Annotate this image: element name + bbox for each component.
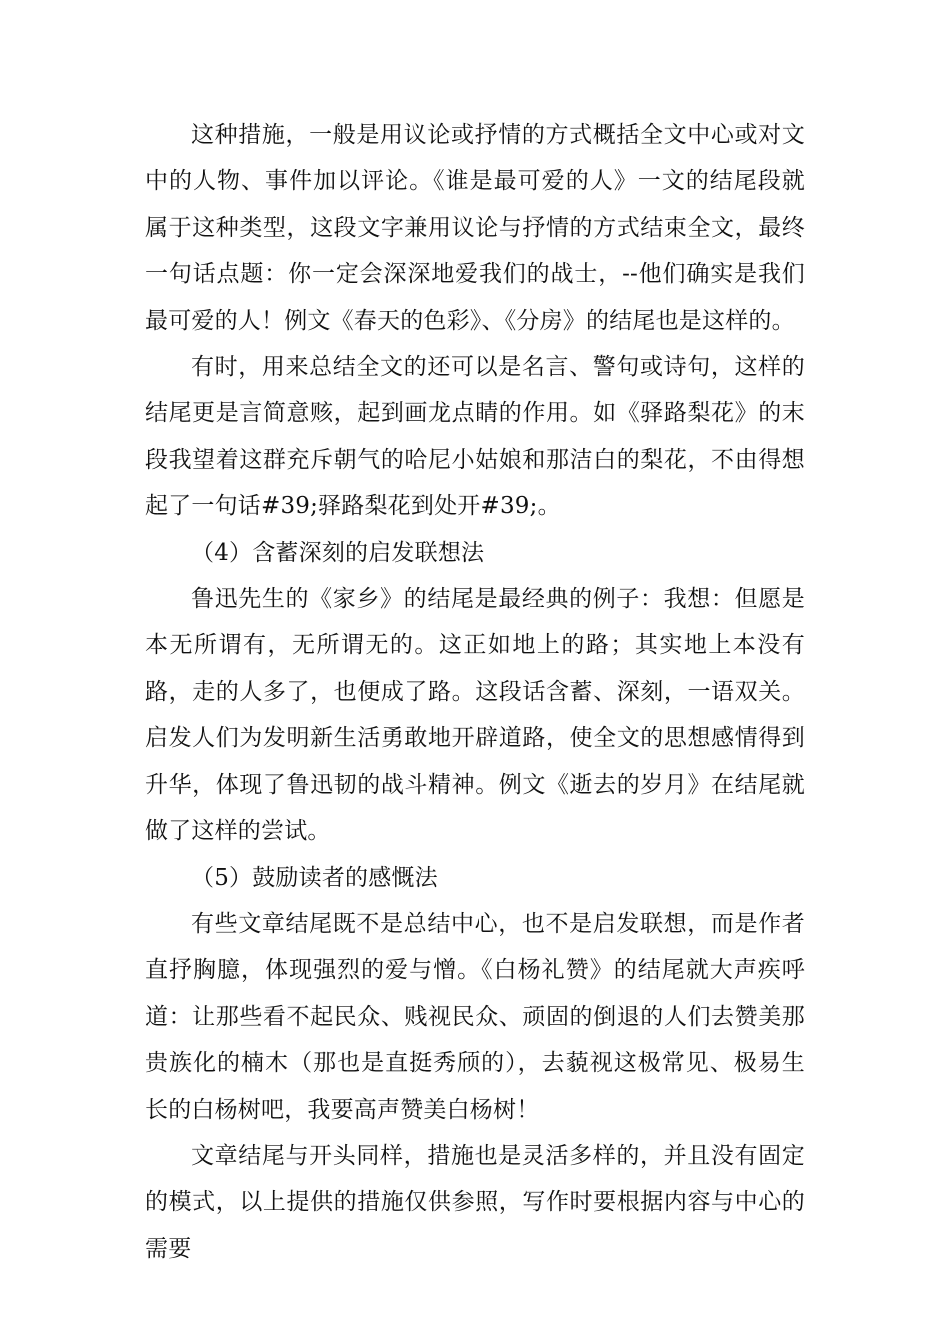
paragraph-quote-ending: 有时，用来总结全文的还可以是名言、警句或诗句，这样的结尾更是言简意赅，起到画龙点睛的作用。如《驿路梨花》的末段我望着这群充斥朝气的哈尼小姑娘和那洁白的梨花，不由得想起了一句话#39;驿路梨花到处开#39;。 xyxy=(145,354,805,520)
paragraph-emotional-ending: 有些文章结尾既不是总结中心，也不是启发联想，而是作者直抒胸臆，体现强烈的爱与憎。《白杨礼赞》的结尾就大声疾呼道：让那些看不起民众、贱视民众、顽固的倒退的人们去赞美那贵族化的楠木（那也是直挺秀颀的），去藐视这极常见、极易生长的白杨树吧，我要高声赞美白杨树！ xyxy=(145,910,805,1123)
paragraph-luxun-example: 鲁迅先生的《家乡》的结尾是最经典的例子：我想：但愿是本无所谓有，无所谓无的。这正如地上的路；其实地上本没有路，走的人多了，也便成了路。这段话含蓄、深刻，一语双关。启发人们为发明新生活勇敢地开辟道路，使全文的思想感情得到升华，体现了鲁迅韧的战斗精神。例文《逝去的岁月》在结尾就做了这样的尝试。 xyxy=(145,586,805,845)
paragraph-summary-method: 这种措施，一般是用议论或抒情的方式概括全文中心或对文中的人物、事件加以评论。《谁是最可爱的人》一文的结尾段就属于这种类型，这段文字兼用议论与抒情的方式结束全文，最终一句话点题：你一定会深深地爱我们的战士，--他们确实是我们最可爱的人！例文《春天的色彩》、《分房》的结尾也是这样的。 xyxy=(145,122,805,334)
paragraph-conclusion: 文章结尾与开头同样，措施也是灵活多样的，并且没有固定的模式，以上提供的措施仅供参照，写作时要根据内容与中心的需要 xyxy=(145,1142,805,1262)
section-heading-5: （5）鼓励读者的感慨法 xyxy=(191,864,438,891)
document-body xyxy=(145,112,805,1272)
section-heading-4: （4）含蓄深刻的启发联想法 xyxy=(191,539,485,566)
